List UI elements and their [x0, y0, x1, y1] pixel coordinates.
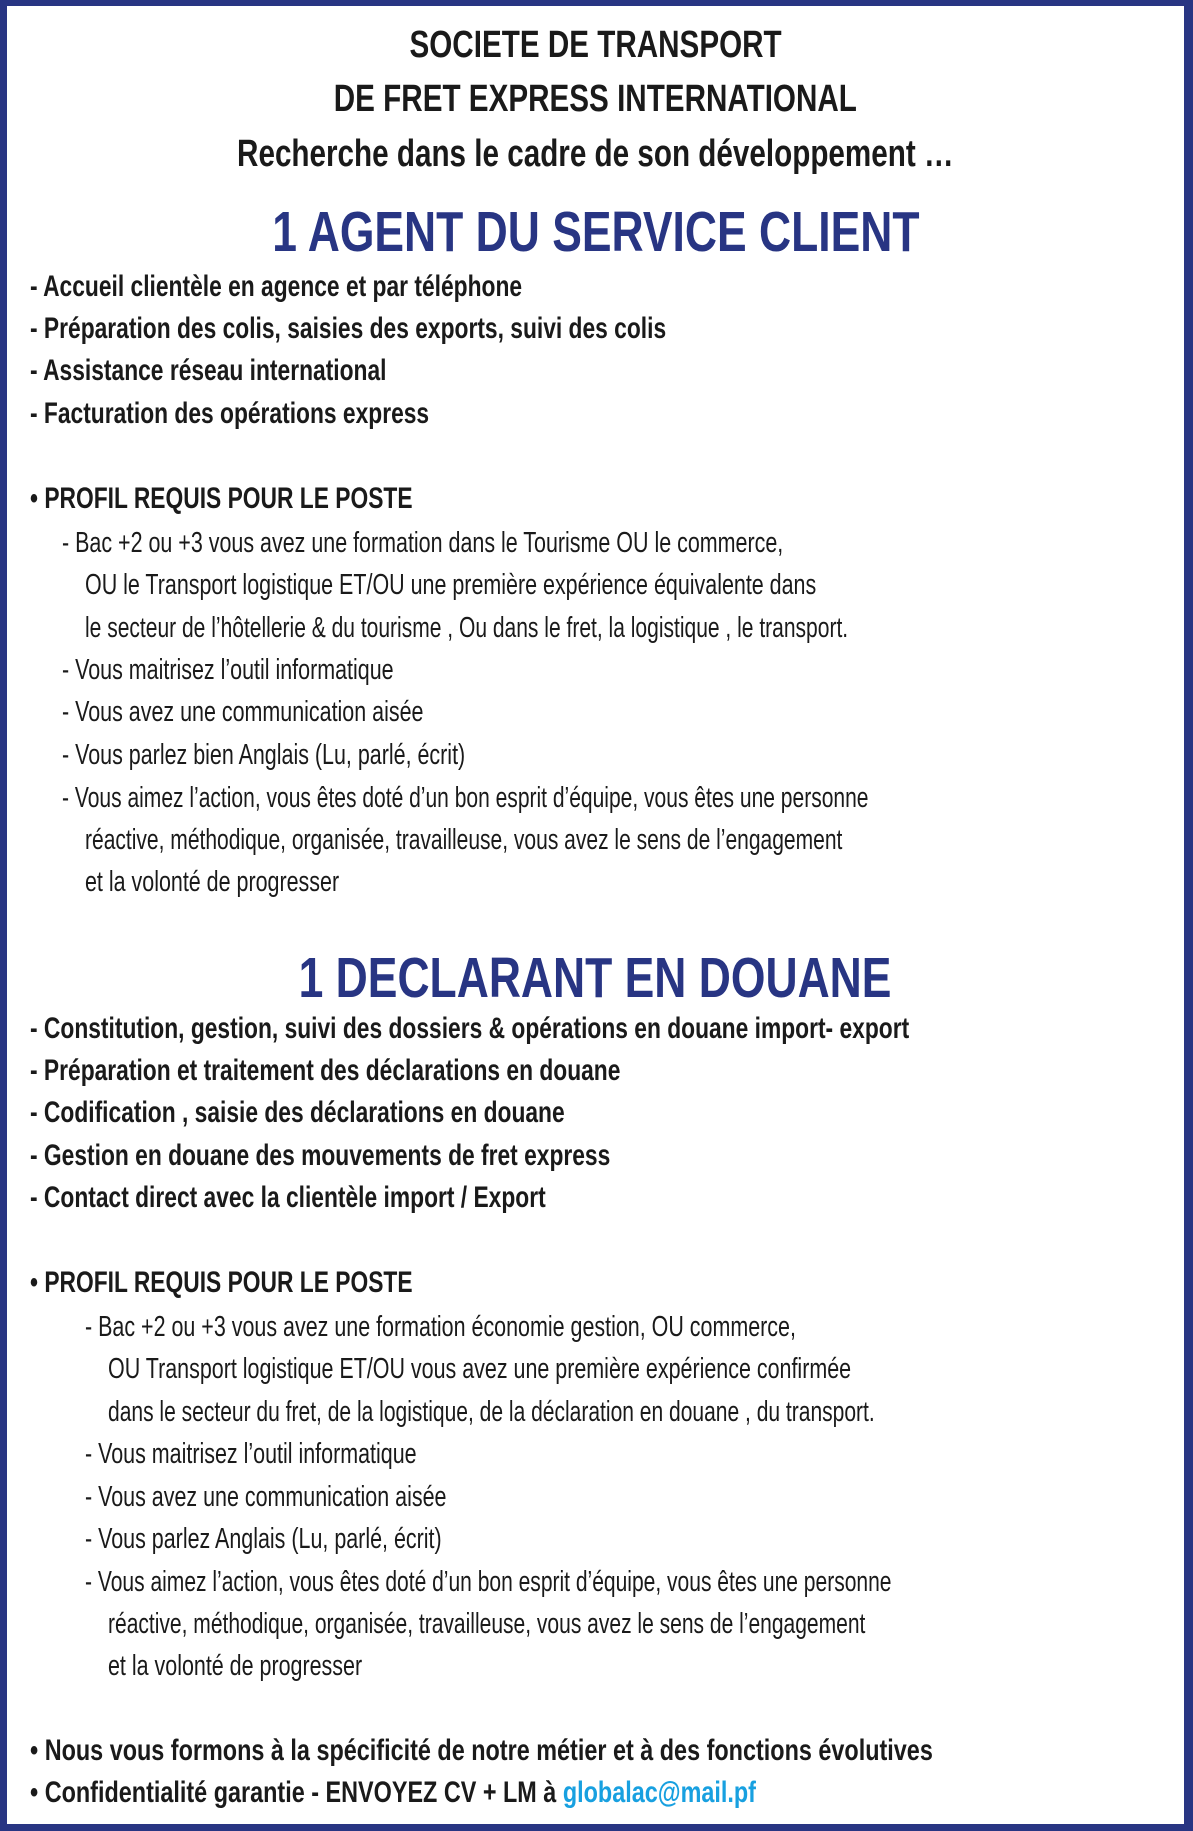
profile-line: - Vous maitrisez l’outil informatique — [62, 654, 394, 686]
task-item: - Contact direct avec la clientèle import / Export — [30, 1181, 546, 1214]
training-note: • Nous vous formons à la spécificité de notre métier et à des fonctions évolutives — [30, 1734, 933, 1767]
task-item: - Constitution, gestion, suivi des dossiers & opérations en douane import- export — [30, 1012, 910, 1045]
job-title-agent: 1 AGENT DU SERVICE CLIENT — [271, 200, 920, 264]
ad-content — [7, 6, 1184, 1824]
job-title-declarant: 1 DECLARANT EN DOUANE — [299, 946, 892, 1010]
company-name-line1: SOCIETE DE TRANSPORT — [409, 24, 782, 66]
email-link[interactable]: globalac@mail.pf — [562, 1776, 756, 1809]
profile-line: dans le secteur du fret, de la logistique, de la déclaration en douane , du transport. — [108, 1396, 875, 1428]
recruitment-intro: Recherche dans le cadre de son développement … — [237, 133, 954, 175]
profile-line: - Vous aimez l’action, vous êtes doté d’un bon esprit d’équipe, vous êtes une personne — [85, 1566, 892, 1598]
profile-line: - Vous avez une communication aisée — [62, 696, 424, 728]
task-item: - Préparation des colis, saisies des exports, suivi des colis — [30, 312, 667, 345]
profile-line: - Bac +2 ou +3 vous avez une formation dans le Tourisme OU le commerce, — [62, 527, 784, 559]
profile-line: OU le Transport logistique ET/OU une première expérience équivalente dans — [85, 569, 817, 601]
profile-line: - Bac +2 ou +3 vous avez une formation économie gestion, OU commerce, — [85, 1311, 796, 1343]
profile-line: et la volonté de progresser — [85, 866, 340, 898]
task-item: - Codification , saisie des déclarations en douane — [30, 1096, 565, 1129]
profile-line: - Vous avez une communication aisée — [85, 1481, 447, 1513]
company-name-line2: DE FRET EXPRESS INTERNATIONAL — [333, 78, 858, 120]
profile-line: - Vous maitrisez l’outil informatique — [85, 1438, 417, 1470]
profile-line: le secteur de l’hôtellerie & du tourisme , Ou dans le fret, la logistique , le transport. — [85, 612, 849, 644]
task-item: - Facturation des opérations express — [30, 397, 430, 430]
contact-line — [30, 1778, 756, 1808]
task-item: - Accueil clientèle en agence et par téléphone — [30, 270, 523, 303]
profile-line: - Vous parlez bien Anglais (Lu, parlé, écrit) — [62, 739, 466, 771]
task-item: - Préparation et traitement des déclarations en douane — [30, 1054, 621, 1087]
profile-line: réactive, méthodique, organisée, travailleuse, vous avez le sens de l’engagement — [85, 824, 843, 856]
task-item: - Assistance réseau international — [30, 354, 387, 387]
profile-heading: • PROFIL REQUIS POUR LE POSTE — [30, 1266, 413, 1299]
profile-line: - Vous parlez Anglais (Lu, parlé, écrit) — [85, 1523, 442, 1555]
profile-line: et la volonté de progresser — [108, 1650, 363, 1682]
profile-heading: • PROFIL REQUIS POUR LE POSTE — [30, 482, 413, 515]
profile-line: - Vous aimez l’action, vous êtes doté d’un bon esprit d’équipe, vous êtes une personne — [62, 782, 869, 814]
profile-line: OU Transport logistique ET/OU vous avez une première expérience confirmée — [108, 1353, 852, 1385]
contact-prefix: • Confidentialité garantie - ENVOYEZ CV + LM à — [30, 1776, 563, 1809]
task-item: - Gestion en douane des mouvements de fret express — [30, 1139, 611, 1172]
profile-line: réactive, méthodique, organisée, travailleuse, vous avez le sens de l’engagement — [108, 1608, 866, 1640]
